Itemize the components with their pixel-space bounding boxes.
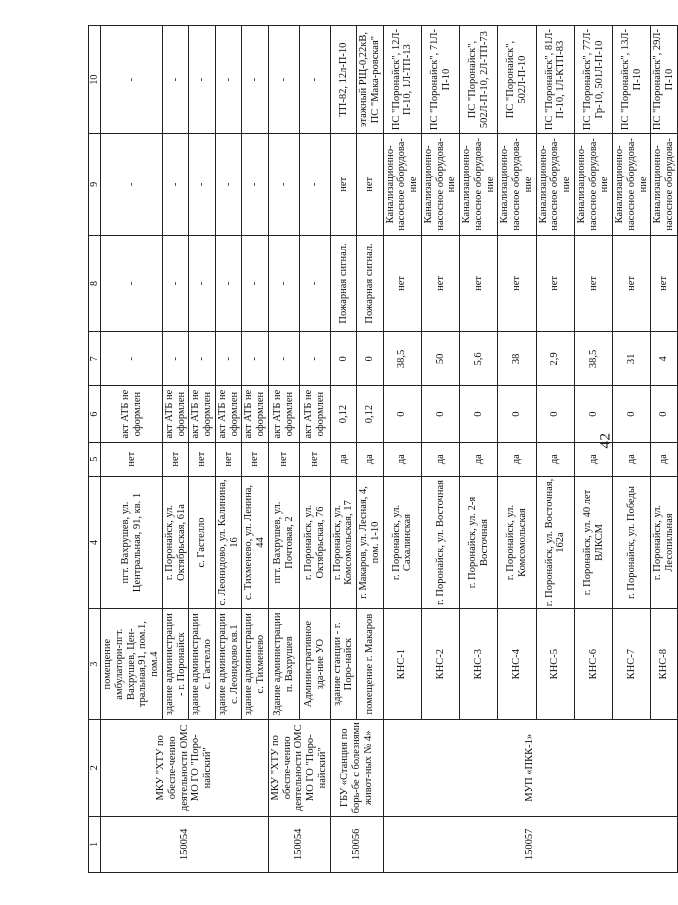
table-row <box>101 26 163 873</box>
flag-cell: да <box>460 442 498 476</box>
substation-cell: - <box>101 26 163 134</box>
object-name-cell: помещение амбулатори-пгт. Вахрушев, Цен-тральная,91, пом.1, пом.4 <box>101 609 163 719</box>
substation-cell: этажный РЩ-0,22кВ, ПС "Мака-ровская" <box>357 26 384 134</box>
flag-cell: нет <box>162 442 189 476</box>
value-cell: 0 <box>330 332 357 386</box>
rotated-table-container <box>88 25 676 873</box>
act-status-cell: 0 <box>613 386 651 442</box>
value-cell: - <box>101 332 163 386</box>
address-cell: г. Поронайск, ул. 2-я Восточная <box>460 476 498 609</box>
equipment-cell: нет <box>330 134 357 235</box>
value-cell: - <box>299 332 330 386</box>
act-status-cell: 0,12 <box>357 386 384 442</box>
substation-cell: - <box>268 26 299 134</box>
substation-cell: - <box>215 26 242 134</box>
substation-cell: ПС "Поронайск", 502Л-П-10 <box>498 26 536 134</box>
flag-cell: да <box>383 442 421 476</box>
header-cell: 10 <box>89 26 101 134</box>
object-name-cell: КНС-4 <box>498 609 536 719</box>
object-name-cell: КНС-6 <box>574 609 612 719</box>
address-cell: с. Леонидово, ул. Калинина, 16 <box>215 476 242 609</box>
header-row <box>89 26 101 873</box>
value-cell: 38 <box>498 332 536 386</box>
organization-cell: МУП «ПКК-1» <box>383 719 677 816</box>
table-row <box>383 26 421 873</box>
alarm-cell: - <box>299 235 330 332</box>
flag-cell: да <box>330 442 357 476</box>
value-cell: - <box>189 332 216 386</box>
act-status-cell: 0 <box>536 386 574 442</box>
object-name-cell: КНС-5 <box>536 609 574 719</box>
act-status-cell: акт АТБ не оформлен <box>101 386 163 442</box>
address-cell: с. Гастелло <box>189 476 216 609</box>
substation-cell: - <box>189 26 216 134</box>
address-cell: пгт. Вахрушев, ул. Центральная, 91, кв. 1 <box>101 476 163 609</box>
address-cell: г. Поронайск, ул. Октябрьская, 76 <box>299 476 330 609</box>
object-name-cell: КНС-8 <box>651 609 678 719</box>
address-cell: г. Поронайск, ул. Октябрьская, 61а <box>162 476 189 609</box>
substation-cell: - <box>242 26 269 134</box>
flag-cell: да <box>536 442 574 476</box>
flag-cell: да <box>357 442 384 476</box>
okved-code-cell: 150054 <box>268 816 330 872</box>
value-cell: 0 <box>357 332 384 386</box>
substation-cell: ПС "Поронайск", 502Л-П-10, 2Л-ТП-73 <box>460 26 498 134</box>
alarm-cell: нет <box>383 235 421 332</box>
header-cell: 9 <box>89 134 101 235</box>
alarm-cell: нет <box>460 235 498 332</box>
equipment-cell: Канализационно-насосное оборудова- <box>651 134 678 235</box>
alarm-cell: - <box>215 235 242 332</box>
act-status-cell: акт АТБ не оформлен <box>162 386 189 442</box>
address-cell: г. Поронайск, ул. Сахалинская <box>383 476 421 609</box>
address-cell: г. Поронайск, ул. Лесопильная <box>651 476 678 609</box>
equipment-cell: - <box>162 134 189 235</box>
value-cell: 38,5 <box>383 332 421 386</box>
flag-cell: нет <box>268 442 299 476</box>
act-status-cell: 0,12 <box>330 386 357 442</box>
organization-cell: МКУ "ХТУ по обеспе-чению деятельности ОМС МО ГО "Поро-найский" <box>268 719 330 816</box>
equipment-cell: - <box>215 134 242 235</box>
address-cell: г. Поронайск, ул. Победы <box>613 476 651 609</box>
substation-cell: ПС "Поронайск", 29Л-П-10 <box>651 26 678 134</box>
alarm-cell: - <box>101 235 163 332</box>
alarm-cell: нет <box>574 235 612 332</box>
equipment-cell: Канализационно-насосное оборудова-ние <box>421 134 459 235</box>
header-cell: 5 <box>89 442 101 476</box>
act-status-cell: акт АТБ не оформлен <box>268 386 299 442</box>
address-cell: г. Поронайск, ул. Комсомольская, 17 <box>330 476 357 609</box>
header-cell: 3 <box>89 609 101 719</box>
act-status-cell: 0 <box>383 386 421 442</box>
act-status-cell: акт АТБ не оформлен <box>242 386 269 442</box>
equipment-cell: Канализационно-насосное оборудова-ние <box>536 134 574 235</box>
object-name-cell: КНС-3 <box>460 609 498 719</box>
flag-cell: да <box>574 442 612 476</box>
flag-cell: да <box>498 442 536 476</box>
flag-cell: нет <box>215 442 242 476</box>
value-cell: - <box>215 332 242 386</box>
header-cell: 4 <box>89 476 101 609</box>
value-cell: 2,9 <box>536 332 574 386</box>
flag-cell: да <box>651 442 678 476</box>
header-cell: 6 <box>89 386 101 442</box>
act-status-cell: 0 <box>574 386 612 442</box>
act-status-cell: 0 <box>498 386 536 442</box>
okved-code-cell: 150057 <box>383 816 677 872</box>
substation-cell: ТП-82, 12л-П-10 <box>330 26 357 134</box>
object-name-cell: КНС-2 <box>421 609 459 719</box>
value-cell: - <box>242 332 269 386</box>
object-name-cell: КНС-7 <box>613 609 651 719</box>
address-cell: г. Поронайск, ул. Восточная, 162а <box>536 476 574 609</box>
header-cell: 7 <box>89 332 101 386</box>
value-cell: 5,6 <box>460 332 498 386</box>
header-cell: 1 <box>89 816 101 872</box>
object-name-cell: здание администрации с. Гастелло <box>189 609 216 719</box>
substation-cell: ПС "Поронайск", 71Л-П-10 <box>421 26 459 134</box>
act-status-cell: 0 <box>460 386 498 442</box>
alarm-cell: нет <box>421 235 459 332</box>
value-cell: - <box>268 332 299 386</box>
page-number: 42 <box>597 432 614 449</box>
alarm-cell: - <box>189 235 216 332</box>
organization-cell: ГБУ «Станция по борь-бе с болезнями живот-ных № 4» <box>330 719 383 816</box>
value-cell: 31 <box>613 332 651 386</box>
alarm-cell: нет <box>536 235 574 332</box>
organization-cell: МКУ "ХТУ по обеспе-чению деятельности ОМС МО ГО "Поро-найский" <box>101 719 269 816</box>
address-cell: с. Тихменево, ул. Ленина, 44 <box>242 476 269 609</box>
address-cell: г. Поронайск, ул. 40 лет ВЛКСМ <box>574 476 612 609</box>
flag-cell: нет <box>242 442 269 476</box>
object-name-cell: здание станции - г. Поро-найск <box>330 609 357 719</box>
act-status-cell: акт АТБ не оформлен <box>215 386 242 442</box>
header-cell: 2 <box>89 719 101 816</box>
address-cell: г. Макаров, ул. Лесная, 4, пом. 1-10 <box>357 476 384 609</box>
flag-cell: нет <box>101 442 163 476</box>
act-status-cell: акт АТБ не оформлен <box>299 386 330 442</box>
alarm-cell: нет <box>651 235 678 332</box>
alarm-cell: Пожарная сигнал. <box>357 235 384 332</box>
equipment-cell: Канализационно-насосное оборудова-ние <box>383 134 421 235</box>
equipment-cell: - <box>101 134 163 235</box>
value-cell: - <box>162 332 189 386</box>
address-cell: г. Поронайск, ул. Восточная <box>421 476 459 609</box>
object-name-cell: здание администрации с. Тихменево <box>242 609 269 719</box>
object-name-cell: помещение г. Макаров <box>357 609 384 719</box>
equipment-cell: Канализационно-насосное оборудова-ние <box>460 134 498 235</box>
alarm-cell: - <box>268 235 299 332</box>
alarm-cell: - <box>162 235 189 332</box>
flag-cell: нет <box>299 442 330 476</box>
act-status-cell: акт АТБ не оформлен <box>189 386 216 442</box>
alarm-cell: - <box>242 235 269 332</box>
header-cell: 8 <box>89 235 101 332</box>
object-name-cell: КНС-1 <box>383 609 421 719</box>
object-name-cell: здание администрации с. Леонидово кв.1 <box>215 609 242 719</box>
alarm-cell: Пожарная сигнал. <box>330 235 357 332</box>
equipment-cell: - <box>268 134 299 235</box>
value-cell: 50 <box>421 332 459 386</box>
okved-code-cell: 150056 <box>330 816 383 872</box>
equipment-cell: - <box>242 134 269 235</box>
flag-cell: да <box>613 442 651 476</box>
act-status-cell: 0 <box>651 386 678 442</box>
equipment-cell: - <box>299 134 330 235</box>
substation-cell: - <box>162 26 189 134</box>
object-name-cell: Административное зда-ние УО <box>299 609 330 719</box>
table-row <box>268 26 299 873</box>
value-cell: 38,5 <box>574 332 612 386</box>
flag-cell: нет <box>189 442 216 476</box>
substation-cell: ПС "Поронайск", 77Л-Гр-10, 501Л-П-10 <box>574 26 612 134</box>
substation-cell: ПС "Поронайск", 81Л-П-10, 1Л-КТП-83 <box>536 26 574 134</box>
address-cell: г. Поронайск, ул. Комсомольская <box>498 476 536 609</box>
alarm-cell: нет <box>498 235 536 332</box>
equipment-cell: Канализационно-насосное оборудова-ние <box>498 134 536 235</box>
substation-cell: ПС "Поронайск", 13Л-П-10 <box>613 26 651 134</box>
equipment-cell: Канализационно-насосное оборудова-ние <box>613 134 651 235</box>
data-table <box>88 25 678 873</box>
address-cell: пгт. Вахрушев, ул. Почтовая, 2 <box>268 476 299 609</box>
alarm-cell: нет <box>613 235 651 332</box>
flag-cell: да <box>421 442 459 476</box>
object-name-cell: Здание администрации п. Вахрушев <box>268 609 299 719</box>
equipment-cell: нет <box>357 134 384 235</box>
equipment-cell: Канализационно-насосное оборудова-ние <box>574 134 612 235</box>
object-name-cell: здание администрации - г. Поронайск <box>162 609 189 719</box>
substation-cell: - <box>299 26 330 134</box>
table-row <box>330 26 357 873</box>
value-cell: 4 <box>651 332 678 386</box>
act-status-cell: 0 <box>421 386 459 442</box>
substation-cell: ПС "Поронайск", 12Л-П-10, 1Л-ТП-13 <box>383 26 421 134</box>
equipment-cell: - <box>189 134 216 235</box>
okved-code-cell: 150054 <box>101 816 269 872</box>
